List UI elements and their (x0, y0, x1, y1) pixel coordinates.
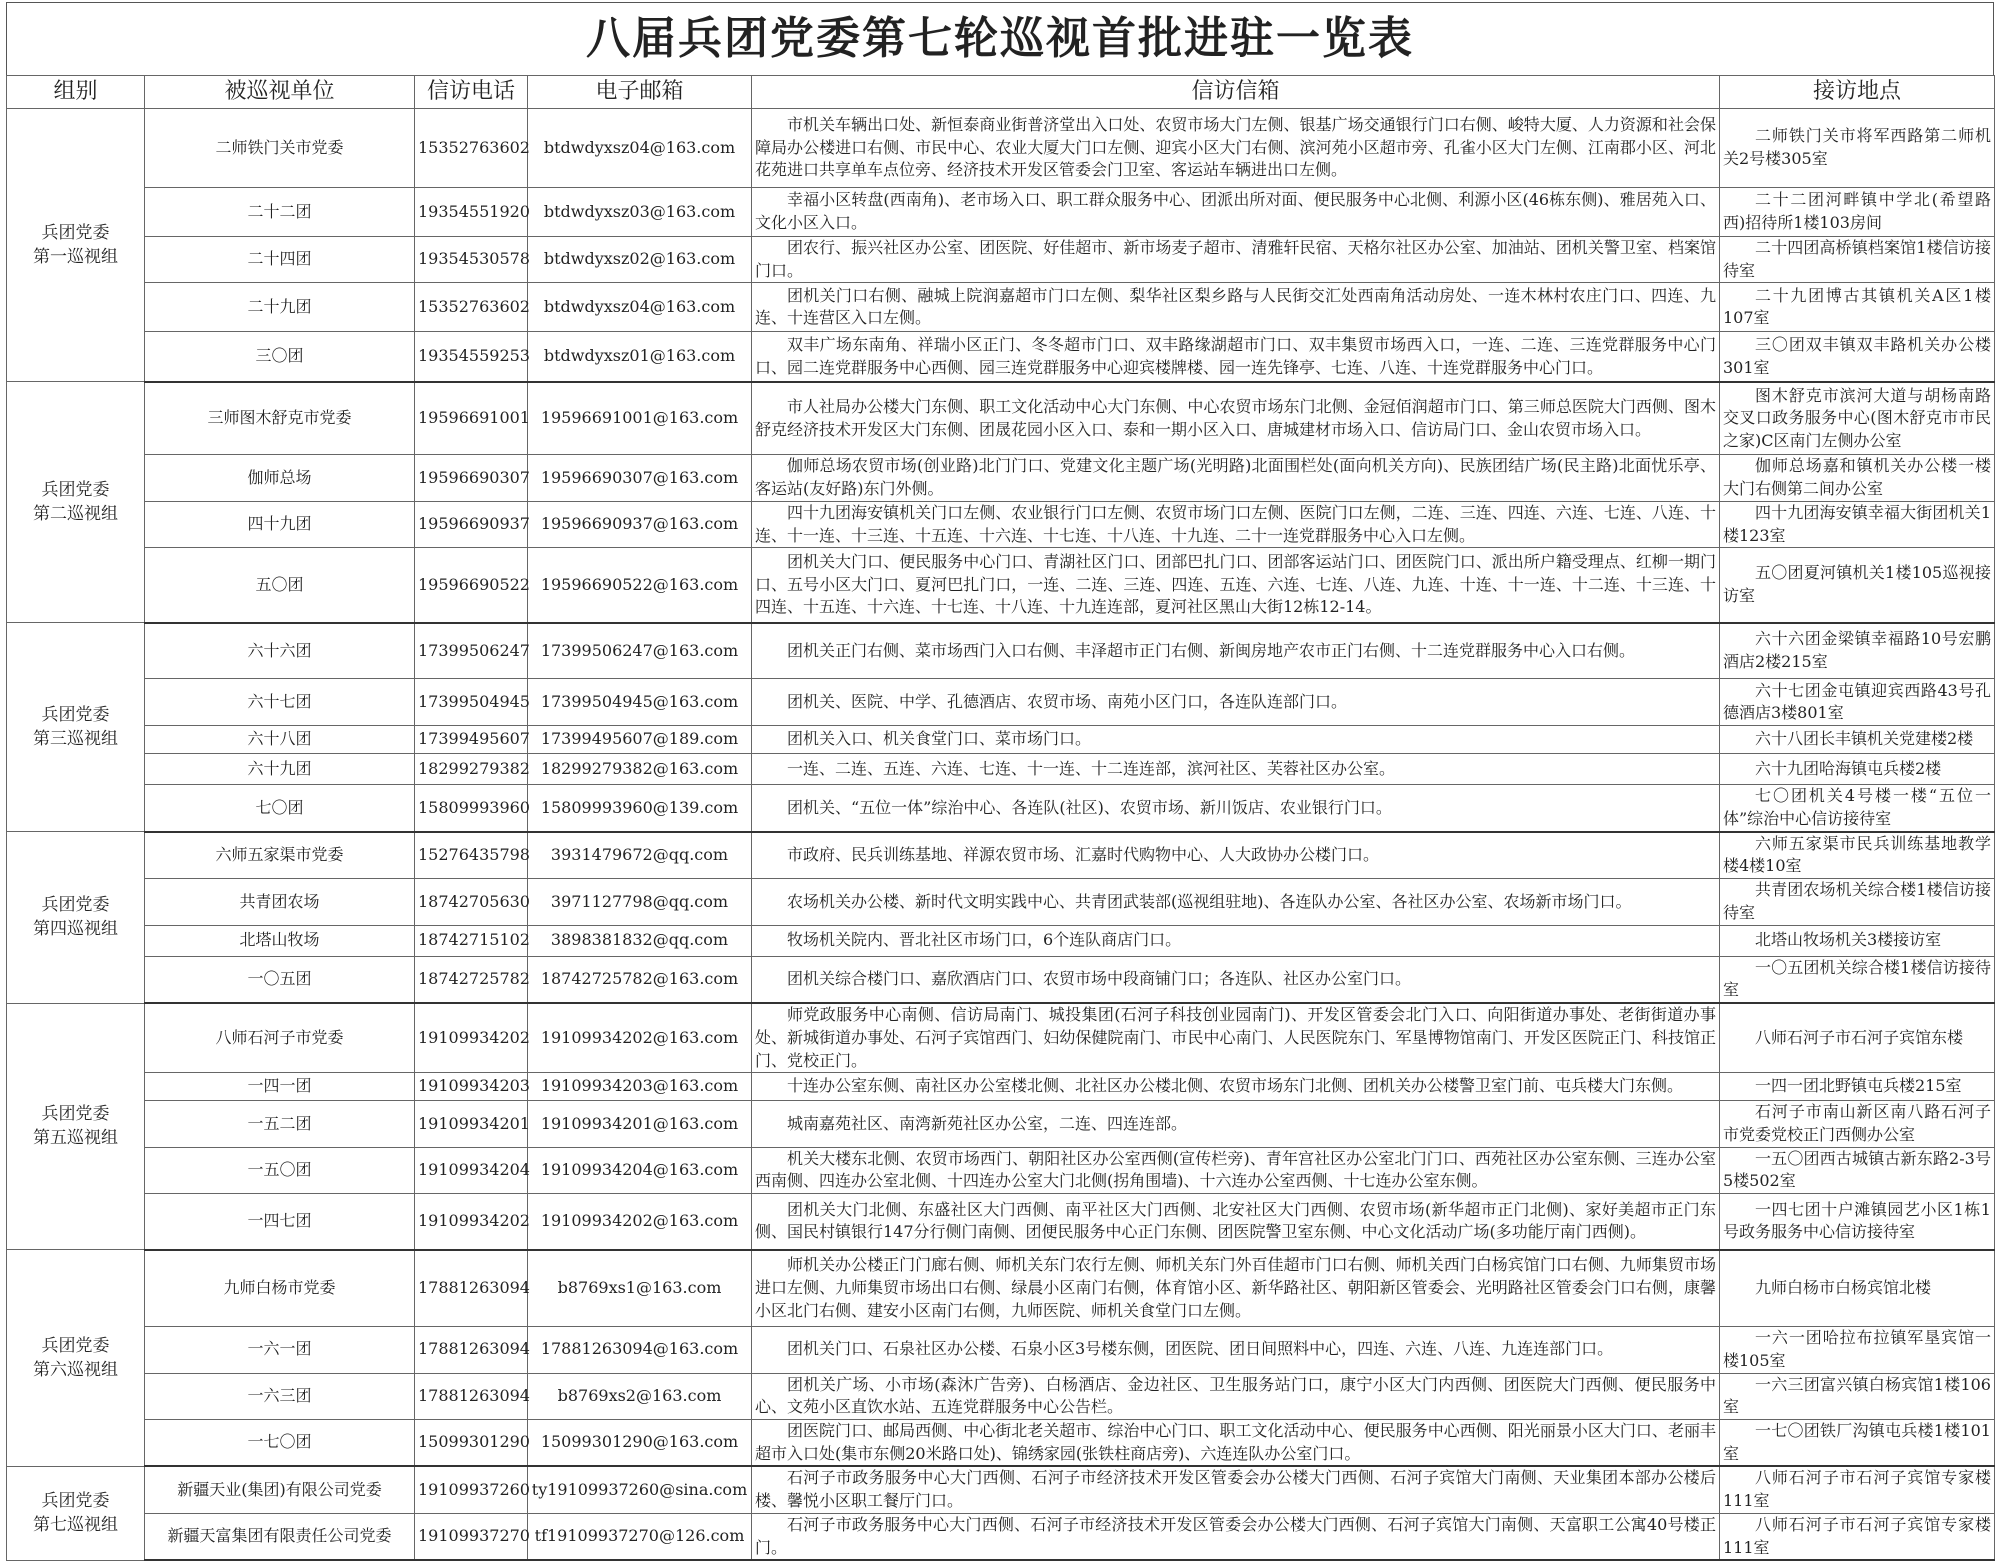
table-row (7, 925, 1995, 956)
reception-address: 北塔山牧场机关3楼接访室 (1720, 925, 1995, 956)
reception-address: 一六三团富兴镇白杨宾馆1楼106室 (1720, 1373, 1995, 1419)
group-name: 兵团党委 第一巡视组 (7, 109, 145, 382)
email-address: 3931479672@qq.com (528, 832, 752, 879)
reception-address: 六十六团金梁镇幸福路10号宏鹏酒店2楼215室 (1720, 623, 1995, 679)
email-address: 17399506247@163.com (528, 623, 752, 679)
mailbox-locations: 市人社局办公楼大门东侧、职工文化活动中心大门东侧、中心农贸市场东门北侧、金冠佰润超市门口、第三师总医院大门西侧、图木舒克经济技术开发区大门东侧、团晟花园小区入口、泰和一期小区入口、唐城建材市场入口、信访局门口、金山农贸市场入口。 (752, 382, 1720, 455)
mailbox-locations: 团机关、“五位一体”综治中心、各连队(社区)、农贸市场、新川饭店、农业银行门口。 (752, 785, 1720, 832)
unit-name: 六师五家渠市党委 (145, 832, 415, 879)
table-row (7, 455, 1995, 501)
reception-address: 四十九团海安镇幸福大街团机关1楼123室 (1720, 501, 1995, 547)
mailbox-locations: 团机关广场、小市场(森沐广告旁)、白杨酒店、金边社区、卫生服务站门口，康宁小区大门内西侧、团医院大门西侧、便民服务中心、文苑小区直饮水站、五连党群服务中心公告栏。 (752, 1373, 1720, 1419)
header-mailbox: 信访信箱 (752, 76, 1720, 109)
phone-number: 18742725782 (415, 956, 528, 1003)
phone-number: 19109934204 (415, 1147, 528, 1193)
phone-number: 15352763602 (415, 109, 528, 188)
table-row (7, 1003, 1995, 1073)
group-name: 兵团党委 第七巡视组 (7, 1466, 145, 1560)
email-address: 3971127798@qq.com (528, 879, 752, 925)
reception-address: 六十七团金屯镇迎宾西路43号孔德酒店3楼801室 (1720, 679, 1995, 726)
unit-name: 一七〇团 (145, 1419, 415, 1466)
email-address: ty19109937260@sina.com (528, 1466, 752, 1513)
unit-name: 三师图木舒克市党委 (145, 382, 415, 455)
phone-number: 17399504945 (415, 679, 528, 726)
table-row (7, 332, 1995, 382)
phone-number: 15276435798 (415, 832, 528, 879)
unit-name: 一六一团 (145, 1327, 415, 1373)
email-address: btdwdyxsz02@163.com (528, 237, 752, 283)
table-row (7, 501, 1995, 547)
unit-name: 二十四团 (145, 237, 415, 283)
reception-address: 二师铁门关市将军西路第二师机关2号楼305室 (1720, 109, 1995, 188)
mailbox-locations: 石河子市政务服务中心大门西侧、石河子市经济技术开发区管委会办公楼大门西侧、石河子宾馆大门南侧、天富职工公寓40号楼正门。 (752, 1513, 1720, 1560)
unit-name: 五〇团 (145, 548, 415, 623)
unit-name: 一六三团 (145, 1373, 415, 1419)
table-row (7, 237, 1995, 283)
phone-number: 19109937260 (415, 1466, 528, 1513)
reception-address: 伽师总场嘉和镇机关办公楼一楼大门右侧第二间办公室 (1720, 455, 1995, 501)
header-email: 电子邮箱 (528, 76, 752, 109)
mailbox-locations: 牧场机关院内、晋北社区市场门口，6个连队商店门口。 (752, 925, 1720, 956)
reception-address: 八师石河子市石河子宾馆专家楼111室 (1720, 1513, 1995, 1560)
phone-number: 19596690937 (415, 501, 528, 547)
phone-number: 15352763602 (415, 283, 528, 332)
table-row (7, 382, 1995, 455)
email-address: 3898381832@qq.com (528, 925, 752, 956)
email-address: tf19109937270@126.com (528, 1513, 752, 1560)
email-address: btdwdyxsz03@163.com (528, 188, 752, 237)
mailbox-locations: 团机关正门右侧、菜市场西门入口右侧、丰泽超市正门右侧、新闽房地产农市正门右侧、十二连党群服务中心入口右侧。 (752, 623, 1720, 679)
page-title: 八届兵团党委第七轮巡视首批进驻一览表 (6, 2, 1994, 75)
email-address: 19109934202@163.com (528, 1194, 752, 1250)
table-body (7, 109, 1995, 1561)
email-address: 15099301290@163.com (528, 1419, 752, 1466)
mailbox-locations: 石河子市政务服务中心大门西侧、石河子市经济技术开发区管委会办公楼大门西侧、石河子宾馆大门南侧、天业集团本部办公楼后楼、馨悦小区职工餐厅门口。 (752, 1466, 1720, 1513)
mailbox-locations: 幸福小区转盘(西南角)、老市场入口、职工群众服务中心、团派出所对面、便民服务中心北侧、利源小区(46栋东侧)、雅居苑入口、文化小区入口。 (752, 188, 1720, 237)
reception-address: 一六一团哈拉布拉镇军垦宾馆一楼105室 (1720, 1327, 1995, 1373)
table-row (7, 1373, 1995, 1419)
phone-number: 17399495607 (415, 726, 528, 754)
email-address: b8769xs1@163.com (528, 1250, 752, 1327)
reception-address: 一四一团北野镇屯兵楼215室 (1720, 1073, 1995, 1101)
reception-address: 六十九团哈海镇屯兵楼2楼 (1720, 754, 1995, 785)
email-address: 15809993960@139.com (528, 785, 752, 832)
table-row (7, 956, 1995, 1003)
table-row (7, 879, 1995, 925)
reception-address: 八师石河子市石河子宾馆专家楼111室 (1720, 1466, 1995, 1513)
mailbox-locations: 伽师总场农贸市场(创业路)北门门口、党建文化主题广场(光明路)北面围栏处(面向机关方向)、民族团结广场(民主路)北面忧乐亭、客运站(友好路)东门外侧。 (752, 455, 1720, 501)
group-name: 兵团党委 第五巡视组 (7, 1003, 145, 1250)
email-address: 19596691001@163.com (528, 382, 752, 455)
page (6, 2, 1994, 1561)
table-row (7, 188, 1995, 237)
table-row (7, 726, 1995, 754)
group-name: 兵团党委 第四巡视组 (7, 832, 145, 1003)
phone-number: 19109934202 (415, 1194, 528, 1250)
table-row (7, 1147, 1995, 1193)
unit-name: 新疆天业(集团)有限公司党委 (145, 1466, 415, 1513)
unit-name: 一五二团 (145, 1101, 415, 1147)
table-row (7, 1419, 1995, 1466)
mailbox-locations: 团机关大门北侧、东盛社区大门西侧、南平社区大门西侧、北安社区大门西侧、农贸市场(新华超市正门北侧)、家好美超市正门东侧、国民村镇银行147分行侧门南侧、团便民服务中心正门东侧、团医院警卫室东侧、中心文化活动广场(多功能厅南门西侧)。 (752, 1194, 1720, 1250)
reception-address: 六师五家渠市民兵训练基地教学楼4楼10室 (1720, 832, 1995, 879)
email-address: 19109934203@163.com (528, 1073, 752, 1101)
unit-name: 新疆天富集团有限责任公司党委 (145, 1513, 415, 1560)
email-address: b8769xs2@163.com (528, 1373, 752, 1419)
table-row (7, 548, 1995, 623)
mailbox-locations: 团机关入口、机关食堂门口、菜市场门口。 (752, 726, 1720, 754)
reception-address: 六十八团长丰镇机关党建楼2楼 (1720, 726, 1995, 754)
mailbox-locations: 市政府、民兵训练基地、祥源农贸市场、汇嘉时代购物中心、人大政协办公楼门口。 (752, 832, 1720, 879)
header-address: 接访地点 (1720, 76, 1995, 109)
table-row (7, 109, 1995, 188)
unit-name: 四十九团 (145, 501, 415, 547)
mailbox-locations: 团农行、振兴社区办公室、团医院、好佳超市、新市场麦子超市、清雅轩民宿、天格尔社区办公室、加油站、团机关警卫室、档案馆门口。 (752, 237, 1720, 283)
phone-number: 19354530578 (415, 237, 528, 283)
table-row (7, 1101, 1995, 1147)
mailbox-locations: 十连办公室东侧、南社区办公室楼北侧、北社区办公楼北侧、农贸市场东门北侧、团机关办公楼警卫室门前、屯兵楼大门东侧。 (752, 1073, 1720, 1101)
table-row (7, 679, 1995, 726)
mailbox-locations: 四十九团海安镇机关门口左侧、农业银行门口左侧、农贸市场门口左侧、医院门口左侧，二连、三连、四连、六连、七连、八连、十连、十一连、十三连、十五连、十六连、十七连、十八连、十九连、二十一连党群服务中心入口左侧。 (752, 501, 1720, 547)
unit-name: 北塔山牧场 (145, 925, 415, 956)
header-unit: 被巡视单位 (145, 76, 415, 109)
unit-name: 伽师总场 (145, 455, 415, 501)
email-address: 19109934201@163.com (528, 1101, 752, 1147)
table-row (7, 623, 1995, 679)
reception-address: 九师白杨市白杨宾馆北楼 (1720, 1250, 1995, 1327)
group-name: 兵团党委 第二巡视组 (7, 382, 145, 623)
mailbox-locations: 团机关综合楼门口、嘉欣酒店门口、农贸市场中段商铺门口；各连队、社区办公室门口。 (752, 956, 1720, 1003)
email-address: 18299279382@163.com (528, 754, 752, 785)
mailbox-locations: 团机关门口右侧、融城上院润嘉超市门口左侧、梨华社区梨乡路与人民街交汇处西南角活动房处、一连木林村农庄门口、四连、九连、十连营区入口左侧。 (752, 283, 1720, 332)
email-address: 17399504945@163.com (528, 679, 752, 726)
table-row (7, 1250, 1995, 1327)
phone-number: 19109934202 (415, 1003, 528, 1073)
unit-name: 一四一团 (145, 1073, 415, 1101)
phone-number: 18742705630 (415, 879, 528, 925)
unit-name: 六十六团 (145, 623, 415, 679)
table-row (7, 1327, 1995, 1373)
mailbox-locations: 一连、二连、五连、六连、七连、十一连、十二连连部，滨河社区、芙蓉社区办公室。 (752, 754, 1720, 785)
email-address: 19109934204@163.com (528, 1147, 752, 1193)
email-address: 19596690307@163.com (528, 455, 752, 501)
reception-address: 一四七团十户滩镇园艺小区1栋1号政务服务中心信访接待室 (1720, 1194, 1995, 1250)
group-name: 兵团党委 第三巡视组 (7, 623, 145, 832)
email-address: btdwdyxsz04@163.com (528, 109, 752, 188)
group-name: 兵团党委 第六巡视组 (7, 1250, 145, 1467)
mailbox-locations: 市机关车辆出口处、新恒泰商业街普济堂出入口处、农贸市场大门左侧、银基广场交通银行门口右侧、峻特大厦、人力资源和社会保障局办公楼进口右侧、市民中心、农业大厦大门口左侧、迎宾小区大门右侧、滨河苑小区超市旁、孔雀小区大门左侧、江南郡小区、河北花苑进口共享单车点位旁、经济技术开发区管委会门卫室、客运站车辆进出口左侧。 (752, 109, 1720, 188)
phone-number: 19354559253 (415, 332, 528, 382)
mailbox-locations: 团机关门口、石泉社区办公楼、石泉小区3号楼东侧，团医院、团日间照料中心，四连、六连、八连、九连连部门口。 (752, 1327, 1720, 1373)
reception-address: 七〇团机关4号楼一楼“五位一体”综治中心信访接待室 (1720, 785, 1995, 832)
unit-name: 二十九团 (145, 283, 415, 332)
unit-name: 六十八团 (145, 726, 415, 754)
phone-number: 18742715102 (415, 925, 528, 956)
unit-name: 六十七团 (145, 679, 415, 726)
phone-number: 17881263094 (415, 1373, 528, 1419)
reception-address: 二十四团高桥镇档案馆1楼信访接待室 (1720, 237, 1995, 283)
phone-number: 15099301290 (415, 1419, 528, 1466)
reception-address: 一〇五团机关综合楼1楼信访接待室 (1720, 956, 1995, 1003)
mailbox-locations: 团医院门口、邮局西侧、中心街北老关超市、综治中心门口、职工文化活动中心、便民服务中心西侧、阳光丽景小区大门口、老丽丰超市入口处(集市东侧20米路口处)、锦绣家园(张铁柱商店旁)、六连连队办公室门口。 (752, 1419, 1720, 1466)
table-row (7, 1466, 1995, 1513)
reception-address: 共青团农场机关综合楼1楼信访接待室 (1720, 879, 1995, 925)
reception-address: 五〇团夏河镇机关1楼105巡视接访室 (1720, 548, 1995, 623)
phone-number: 19109937270 (415, 1513, 528, 1560)
email-address: btdwdyxsz04@163.com (528, 283, 752, 332)
email-address: 17881263094@163.com (528, 1327, 752, 1373)
unit-name: 一五〇团 (145, 1147, 415, 1193)
inspection-table (6, 75, 1995, 1561)
header-phone: 信访电话 (415, 76, 528, 109)
table-header-row (7, 76, 1995, 109)
reception-address: 图木舒克市滨河大道与胡杨南路交叉口政务服务中心(图木舒克市市民之家)C区南门左侧办公室 (1720, 382, 1995, 455)
unit-name: 八师石河子市党委 (145, 1003, 415, 1073)
table-row (7, 832, 1995, 879)
email-address: 19109934202@163.com (528, 1003, 752, 1073)
phone-number: 18299279382 (415, 754, 528, 785)
phone-number: 19596691001 (415, 382, 528, 455)
reception-address: 一七〇团铁厂沟镇屯兵楼1楼101室 (1720, 1419, 1995, 1466)
email-address: btdwdyxsz01@163.com (528, 332, 752, 382)
unit-name: 七〇团 (145, 785, 415, 832)
reception-address: 一五〇团西古城镇古新东路2-3号5楼502室 (1720, 1147, 1995, 1193)
unit-name: 一四七团 (145, 1194, 415, 1250)
table-row (7, 754, 1995, 785)
email-address: 17399495607@189.com (528, 726, 752, 754)
phone-number: 15809993960 (415, 785, 528, 832)
mailbox-locations: 双丰广场东南角、祥瑞小区正门、冬冬超市门口、双丰路缘湖超市门口、双丰集贸市场西入口，一连、二连、三连党群服务中心门口、园二连党群服务中心西侧、园三连党群服务中心迎宾楼牌楼、园一连先锋亭、七连、八连、十连党群服务中心门口。 (752, 332, 1720, 382)
phone-number: 19109934201 (415, 1101, 528, 1147)
unit-name: 三〇团 (145, 332, 415, 382)
unit-name: 六十九团 (145, 754, 415, 785)
phone-number: 19109934203 (415, 1073, 528, 1101)
phone-number: 17881263094 (415, 1327, 528, 1373)
mailbox-locations: 师机关办公楼正门门廊右侧、师机关东门农行左侧、师机关东门外百佳超市门口右侧、师机关西门白杨宾馆门口右侧、九师集贸市场进口左侧、九师集贸市场出口右侧、绿晨小区南门右侧，体育馆小区、新华路社区、朝阳新区管委会、光明路社区管委会门口右侧，康馨小区北门右侧、建安小区南门右侧，九师医院、师机关食堂门口左侧。 (752, 1250, 1720, 1327)
table-row (7, 1194, 1995, 1250)
unit-name: 共青团农场 (145, 879, 415, 925)
unit-name: 一〇五团 (145, 956, 415, 1003)
reception-address: 二十九团博古其镇机关A区1楼107室 (1720, 283, 1995, 332)
unit-name: 二十二团 (145, 188, 415, 237)
mailbox-locations: 团机关、医院、中学、孔德酒店、农贸市场、南苑小区门口，各连队连部门口。 (752, 679, 1720, 726)
mailbox-locations: 农场机关办公楼、新时代文明实践中心、共青团武装部(巡视组驻地)、各连队办公室、各社区办公室、农场新市场门口。 (752, 879, 1720, 925)
unit-name: 九师白杨市党委 (145, 1250, 415, 1327)
mailbox-locations: 团机关大门口、便民服务中心门口、青湖社区门口、团部巴扎门口、团部客运站门口、团医院门口、派出所户籍受理点、红柳一期门口、五号小区大门口、夏河巴扎门口，一连、二连、三连、四连、五连、六连、七连、八连、九连、十连、十一连、十二连、十三连、十四连、十五连、十六连、十七连、十八连、十九连连部，夏河社区黑山大街12栋12-14。 (752, 548, 1720, 623)
reception-address: 石河子市南山新区南八路石河子市党委党校正门西侧办公室 (1720, 1101, 1995, 1147)
table-row (7, 785, 1995, 832)
table-row (7, 1513, 1995, 1560)
reception-address: 三〇团双丰镇双丰路机关办公楼301室 (1720, 332, 1995, 382)
phone-number: 17881263094 (415, 1250, 528, 1327)
email-address: 19596690522@163.com (528, 548, 752, 623)
phone-number: 19354551920 (415, 188, 528, 237)
phone-number: 19596690307 (415, 455, 528, 501)
email-address: 18742725782@163.com (528, 956, 752, 1003)
email-address: 19596690937@163.com (528, 501, 752, 547)
phone-number: 19596690522 (415, 548, 528, 623)
table-row (7, 1073, 1995, 1101)
reception-address: 二十二团河畔镇中学北(希望路西)招待所1楼103房间 (1720, 188, 1995, 237)
table-row (7, 283, 1995, 332)
phone-number: 17399506247 (415, 623, 528, 679)
mailbox-locations: 城南嘉苑社区、南湾新苑社区办公室，二连、四连连部。 (752, 1101, 1720, 1147)
unit-name: 二师铁门关市党委 (145, 109, 415, 188)
reception-address: 八师石河子市石河子宾馆东楼 (1720, 1003, 1995, 1073)
mailbox-locations: 师党政服务中心南侧、信访局南门、城投集团(石河子科技创业园南门)、开发区管委会北门入口、向阳街道办事处、老街街道办事处、新城街道办事处、石河子宾馆西门、妇幼保健院南门、市民中心南门、人民医院东门、军垦博物馆南门、开发区医院正门、科技馆正门、党校正门。 (752, 1003, 1720, 1073)
mailbox-locations: 机关大楼东北侧、农贸市场西门、朝阳社区办公室西侧(宣传栏旁)、青年宫社区办公室北门门口、西苑社区办公室东侧、三连办公室西南侧、四连办公室北侧、十四连办公室大门北侧(拐角围墙)、十六连办公室西侧、十七连办公室东侧。 (752, 1147, 1720, 1193)
header-group: 组别 (7, 76, 145, 109)
